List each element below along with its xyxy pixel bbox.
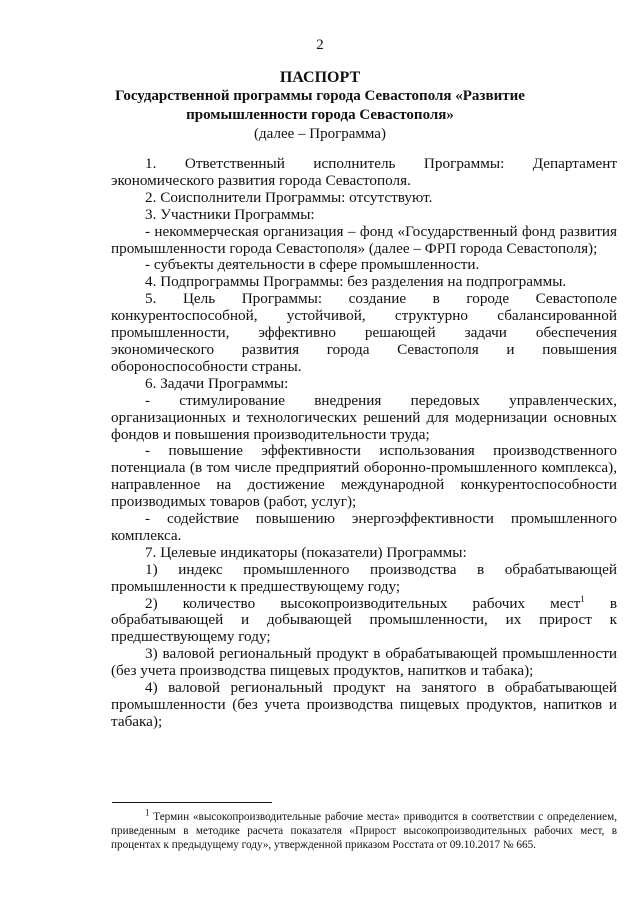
footnote-divider [112, 802, 272, 803]
indicator-2 [111, 593, 618, 647]
indicator-1: 1) индекс промышленного производства в обрабатывающей промышленности к предшествующему году; [111, 560, 617, 595]
task-efficiency: - повышение эффективности использования производственного потенциала (в том числе предприятий оборонно-промышленного комплекса), направленное на достижение международной конкурентоспособности производимых товаров (работ, услуг); [111, 442, 617, 511]
footnote-ref: 1 [580, 593, 585, 604]
footnote-mark: 1 [145, 807, 150, 818]
indicator-4: 4) валовой региональный продукт на занятого в обрабатывающей промышленности (без учета производства пищевых продуктов, напитков и табака); [111, 679, 617, 730]
paragraph-tasks: 6. Задачи Программы: [145, 374, 289, 392]
paragraph-participants: 3. Участники Программы: [145, 205, 315, 223]
document-subtitle: Государственной программы города Севастополя «Развитие промышленности города Севастополя» [115, 88, 525, 123]
document-title: ПАСПОРТ [279, 69, 361, 86]
document-body [111, 156, 617, 731]
paragraph-goal: 5. Цель Программы: создание в городе Севастополе конкурентоспособной, устойчивой, структурно сбалансированной промышленности, эффективно решающей задачи обеспечения экономического развития города Севастополя и повышения обороноспособности страны. [111, 290, 617, 375]
task-energy: - содействие повышению энергоэффективности промышленного комплекса. [111, 510, 617, 544]
page-number: 2 [316, 37, 324, 53]
paragraph-indicators: 7. Целевые индикаторы (показатели) Программы: [145, 543, 467, 561]
participant-fund: - некоммерческая организация – фонд «Государственный фонд развития промышленности города Севастополя» (далее – ФРП города Севастополя); [111, 222, 617, 257]
paragraph-coexecutors: 2. Соисполнители Программы: отсутствуют. [145, 188, 433, 206]
indicator-2-text: 2) количество высокопроизводительных рабочих мест [145, 594, 581, 612]
task-stimulation: - стимулирование внедрения передовых управленческих, организационных и технологических решений для модернизации основных фондов и повышения производительности труда; [111, 391, 617, 443]
paragraph-subprograms: 4. Подпрограммы Программы: без разделения на подпрограммы. [145, 273, 567, 291]
title-note: (далее – Программа) [254, 126, 386, 142]
title-block [110, 68, 530, 144]
indicator-3: 3) валовой региональный продукт в обрабатывающей промышленности (без учета производства пищевых продуктов, напитков и табака); [111, 645, 617, 680]
paragraph-responsible: 1. Ответственный исполнитель Программы: Департамент экономического развития города Севастополя. [111, 155, 617, 189]
participant-subjects: - субъекты деятельности в сфере промышленности. [145, 256, 480, 274]
footnote-text: Термин «высокопроизводительные рабочие места» приводится в соответствии с определением, приведенным в методике расчета показателя «Прирост высокопроизводительных рабочих мест, в процентах к предыдущему году», утвержденной приказом Росстата от 09.10.2017 № 665. [111, 811, 617, 851]
footnote [111, 807, 617, 852]
footnote-paragraph [111, 807, 617, 852]
indicator-2-text-rest: в обрабатывающей и добывающей промышленности, их прирост к предшествующему году; [111, 594, 618, 646]
